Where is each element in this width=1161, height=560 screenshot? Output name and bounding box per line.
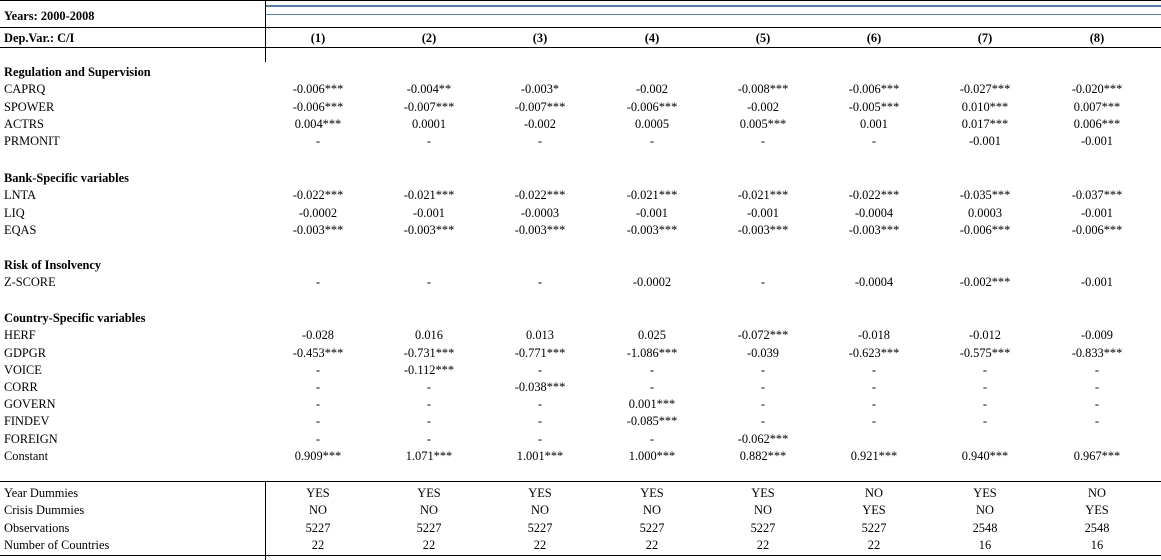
variable-name: Z-SCORE	[4, 275, 56, 289]
coefficient-cell: NO	[1088, 486, 1106, 500]
top-rule	[0, 0, 1161, 1]
coefficient-cell: 22	[422, 538, 436, 552]
dependent-variable-label: Dep.Var.: C/I	[4, 31, 75, 45]
section-heading: Bank-Specific variables	[4, 171, 129, 185]
coefficient-cell: -0.004**	[406, 82, 452, 96]
coefficient-cell: -	[871, 134, 877, 148]
table-row	[0, 116, 1161, 133]
coefficient-cell: 5227	[861, 521, 887, 535]
coefficient-cell: -0.001	[412, 206, 445, 220]
coefficient-cell: 16	[1090, 538, 1104, 552]
coefficient-cell: YES	[1085, 503, 1109, 517]
coefficient-cell: -0.006***	[292, 100, 344, 114]
coefficient-cell: -	[760, 363, 766, 377]
coefficient-cell: -0.575***	[959, 346, 1011, 360]
coefficient-cell: -0.003***	[514, 223, 566, 237]
coefficient-cell: -0.001	[968, 134, 1001, 148]
variable-name: FOREIGN	[4, 432, 58, 446]
column-header: (6)	[866, 31, 882, 45]
coefficient-cell: -	[315, 432, 321, 446]
coefficient-cell: -0.003***	[848, 223, 900, 237]
top-right-rule-upper	[266, 5, 1161, 7]
coefficient-cell: -0.0002	[298, 206, 338, 220]
coefficient-cell: 0.013	[526, 328, 554, 342]
coefficient-cell: -0.003***	[737, 223, 789, 237]
coefficient-cell: -	[760, 134, 766, 148]
coefficient-cell: -0.003***	[292, 223, 344, 237]
coefficient-cell: 22	[756, 538, 770, 552]
coefficient-cell: -0.001	[1080, 134, 1113, 148]
coefficient-cell: -0.0003	[520, 206, 560, 220]
variable-name: GOVERN	[4, 397, 56, 411]
coefficient-cell: 2548	[972, 521, 998, 535]
coefficient-cell: -	[537, 414, 543, 428]
coefficient-cell: -	[1094, 397, 1100, 411]
coefficient-cell: -	[315, 397, 321, 411]
coefficient-cell: -0.037***	[1071, 188, 1123, 202]
variable-name: Constant	[4, 449, 49, 463]
coefficient-cell: -	[1094, 380, 1100, 394]
coefficient-cell: 0.017***	[961, 117, 1009, 131]
coefficient-cell: -0.022***	[514, 188, 566, 202]
column-header: (4)	[644, 31, 660, 45]
coefficient-cell: -0.027***	[959, 82, 1011, 96]
table-row	[0, 413, 1161, 430]
table-row	[0, 520, 1161, 537]
coefficient-cell: -	[315, 380, 321, 394]
coefficient-cell: 0.0001	[411, 117, 447, 131]
coefficient-cell: -0.006***	[626, 100, 678, 114]
coefficient-cell: -0.0004	[854, 275, 894, 289]
coefficient-cell: 5227	[416, 521, 442, 535]
variable-name: Crisis Dummies	[4, 503, 85, 517]
coefficient-cell: -0.009	[1080, 328, 1113, 342]
variable-name: HERF	[4, 328, 36, 342]
table-row	[0, 537, 1161, 554]
variable-name: PRMONIT	[4, 134, 60, 148]
coefficient-cell: -0.003***	[626, 223, 678, 237]
coefficient-cell: -	[537, 134, 543, 148]
coefficient-cell: -0.771***	[514, 346, 566, 360]
coefficient-cell: -0.006***	[848, 82, 900, 96]
coefficient-cell: 5227	[527, 521, 553, 535]
coefficient-cell: 0.006***	[1073, 117, 1121, 131]
coefficient-cell: 5227	[305, 521, 331, 535]
column-header: (5)	[755, 31, 771, 45]
column-header: (7)	[977, 31, 993, 45]
coefficient-cell: -	[426, 432, 432, 446]
coefficient-cell: 0.967***	[1073, 449, 1121, 463]
coefficient-cell: -0.018	[857, 328, 890, 342]
coefficient-cell: 0.940***	[961, 449, 1009, 463]
coefficient-cell: NO	[865, 486, 883, 500]
coefficient-cell: -	[649, 380, 655, 394]
coefficient-cell: 0.921***	[850, 449, 898, 463]
coefficient-cell: 22	[311, 538, 325, 552]
column-header: (8)	[1089, 31, 1105, 45]
coefficient-cell: -	[315, 275, 321, 289]
coefficient-cell: 0.010***	[961, 100, 1009, 114]
coefficient-cell: -0.001	[635, 206, 668, 220]
section-heading: Risk of Insolvency	[4, 258, 102, 272]
coefficient-cell: YES	[528, 486, 552, 500]
coefficient-cell: -0.002***	[959, 275, 1011, 289]
coefficient-cell: -	[426, 275, 432, 289]
coefficient-cell: -	[649, 432, 655, 446]
variable-name: Observations	[4, 521, 70, 535]
coefficient-cell: -	[982, 363, 988, 377]
coefficient-cell: -	[426, 380, 432, 394]
variable-name: VOICE	[4, 363, 42, 377]
coefficient-cell: -0.002	[746, 100, 779, 114]
coefficient-cell: -0.020***	[1071, 82, 1123, 96]
header-row-depvar	[0, 30, 1161, 47]
table-row	[0, 99, 1161, 116]
coefficient-cell: 0.004***	[294, 117, 342, 131]
coefficient-cell: -	[537, 432, 543, 446]
table-row	[0, 345, 1161, 362]
coefficient-cell: NO	[531, 503, 549, 517]
coefficient-cell: 0.007***	[1073, 100, 1121, 114]
coefficient-cell: 0.909***	[294, 449, 342, 463]
coefficient-cell: -	[315, 134, 321, 148]
variable-name: Year Dummies	[4, 486, 79, 500]
coefficient-cell: -0.028	[301, 328, 334, 342]
table-row	[0, 205, 1161, 222]
section-heading-row	[0, 64, 1161, 81]
table-row	[0, 81, 1161, 98]
coefficient-cell: -0.007***	[514, 100, 566, 114]
coefficient-cell: YES	[417, 486, 441, 500]
coefficient-cell: -	[760, 414, 766, 428]
coefficient-cell: 0.001***	[628, 397, 676, 411]
variable-name: Number of Countries	[4, 538, 110, 552]
coefficient-cell: -	[426, 397, 432, 411]
coefficient-cell: -1.086***	[626, 346, 678, 360]
section-heading-row	[0, 257, 1161, 274]
coefficient-cell: -	[871, 397, 877, 411]
coefficient-cell: -0.012	[968, 328, 1001, 342]
coefficient-cell: -	[760, 380, 766, 394]
coefficient-cell: -	[871, 380, 877, 394]
coefficient-cell: -0.021***	[626, 188, 678, 202]
table-row	[0, 222, 1161, 239]
coefficient-cell: 0.025	[638, 328, 666, 342]
coefficient-cell: NO	[976, 503, 994, 517]
table-row	[0, 362, 1161, 379]
coefficient-cell: -0.453***	[292, 346, 344, 360]
coefficient-cell: -0.006***	[292, 82, 344, 96]
coefficient-cell: YES	[973, 486, 997, 500]
variable-name: EQAS	[4, 223, 37, 237]
coefficient-cell: 2548	[1084, 521, 1110, 535]
coefficient-cell: -0.038***	[514, 380, 566, 394]
coefficient-cell: -0.002	[523, 117, 556, 131]
header-row-years	[0, 8, 1161, 25]
coefficient-cell: -0.833***	[1071, 346, 1123, 360]
column-header: (2)	[421, 31, 437, 45]
coefficient-cell: YES	[640, 486, 664, 500]
coefficient-cell: YES	[862, 503, 886, 517]
variable-name: FINDEV	[4, 414, 50, 428]
table-row	[0, 502, 1161, 519]
table-row	[0, 448, 1161, 465]
coefficient-cell: -	[1094, 363, 1100, 377]
coefficient-cell: YES	[306, 486, 330, 500]
coefficient-cell: -0.003*	[520, 82, 560, 96]
bottom-rule	[0, 555, 1161, 556]
coefficient-cell: -0.001	[1080, 206, 1113, 220]
coefficient-cell: -	[649, 134, 655, 148]
coefficient-cell: 22	[533, 538, 547, 552]
coefficient-cell: -0.022***	[848, 188, 900, 202]
header-divider	[0, 27, 1161, 28]
table-row	[0, 379, 1161, 396]
coefficient-cell: NO	[754, 503, 772, 517]
table-row	[0, 133, 1161, 150]
table-row	[0, 274, 1161, 291]
table-row	[0, 327, 1161, 344]
coefficient-cell: -0.005***	[848, 100, 900, 114]
coefficient-cell: -	[871, 363, 877, 377]
coefficient-cell: -	[760, 397, 766, 411]
table-row	[0, 396, 1161, 413]
coefficient-cell: -0.001	[1080, 275, 1113, 289]
coefficient-cell: 0.882***	[739, 449, 787, 463]
coefficient-cell: -0.002	[635, 82, 668, 96]
coefficient-cell: 5227	[639, 521, 665, 535]
coefficient-cell: -	[426, 414, 432, 428]
coefficient-cell: -	[760, 275, 766, 289]
coefficient-cell: -0.006***	[959, 223, 1011, 237]
coefficient-cell: -0.022***	[292, 188, 344, 202]
section-heading: Regulation and Supervision	[4, 65, 151, 79]
column-header: (3)	[532, 31, 548, 45]
coefficient-cell: -0.0004	[854, 206, 894, 220]
table-row	[0, 485, 1161, 502]
column-header: (1)	[310, 31, 326, 45]
section-heading-row	[0, 170, 1161, 187]
coefficient-cell: -	[982, 397, 988, 411]
coefficient-cell: 1.001***	[516, 449, 564, 463]
coefficient-cell: -	[315, 363, 321, 377]
coefficient-cell: 0.016	[415, 328, 443, 342]
summary-section-rule	[0, 481, 1161, 482]
coefficient-cell: 0.005***	[739, 117, 787, 131]
coefficient-cell: -	[537, 397, 543, 411]
coefficient-cell: -0.003***	[403, 223, 455, 237]
coefficient-cell: -0.035***	[959, 188, 1011, 202]
coefficient-cell: NO	[420, 503, 438, 517]
coefficient-cell: -0.007***	[403, 100, 455, 114]
coefficient-cell: -	[537, 275, 543, 289]
coefficient-cell: -0.006***	[1071, 223, 1123, 237]
coefficient-cell: -0.001	[746, 206, 779, 220]
coefficient-cell: -	[982, 380, 988, 394]
coefficient-cell: -	[537, 363, 543, 377]
coefficient-cell: -0.021***	[737, 188, 789, 202]
coefficient-cell: -0.731***	[403, 346, 455, 360]
coefficient-cell: -	[871, 414, 877, 428]
coefficient-cell: -	[426, 134, 432, 148]
coefficient-cell: 22	[645, 538, 659, 552]
variable-name: CORR	[4, 380, 38, 394]
years-label: Years: 2000-2008	[4, 9, 95, 23]
variable-name: CAPRQ	[4, 82, 46, 96]
coefficient-cell: -0.039	[746, 346, 779, 360]
coefficient-cell: 22	[867, 538, 881, 552]
coefficient-cell: -0.021***	[403, 188, 455, 202]
coefficient-cell: 1.000***	[628, 449, 676, 463]
coefficient-cell: 0.0005	[634, 117, 670, 131]
coefficient-cell: NO	[643, 503, 661, 517]
column-header-rule	[0, 47, 1161, 48]
coefficient-cell: 0.0003	[967, 206, 1003, 220]
variable-name: LIQ	[4, 206, 25, 220]
coefficient-cell: -0.112***	[403, 363, 455, 377]
coefficient-cell: 5227	[750, 521, 776, 535]
coefficient-cell: YES	[751, 486, 775, 500]
variable-name: ACTRS	[4, 117, 44, 131]
coefficient-cell: 1.071***	[405, 449, 453, 463]
coefficient-cell: -	[982, 414, 988, 428]
coefficient-cell: -	[1094, 414, 1100, 428]
section-heading: Country-Specific variables	[4, 311, 146, 325]
table-row	[0, 187, 1161, 204]
table-row	[0, 431, 1161, 448]
coefficient-cell: -0.062***	[737, 432, 789, 446]
coefficient-cell: -	[315, 414, 321, 428]
coefficient-cell: -0.085***	[626, 414, 678, 428]
coefficient-cell: 16	[978, 538, 992, 552]
variable-name: SPOWER	[4, 100, 55, 114]
coefficient-cell: -0.008***	[737, 82, 789, 96]
coefficient-cell: -0.623***	[848, 346, 900, 360]
variable-name: LNTA	[4, 188, 37, 202]
coefficient-cell: -0.072***	[737, 328, 789, 342]
coefficient-cell: -	[649, 363, 655, 377]
coefficient-cell: 0.001	[860, 117, 888, 131]
section-heading-row	[0, 310, 1161, 327]
coefficient-cell: NO	[309, 503, 327, 517]
variable-name: GDPGR	[4, 346, 46, 360]
coefficient-cell: -0.0002	[632, 275, 672, 289]
